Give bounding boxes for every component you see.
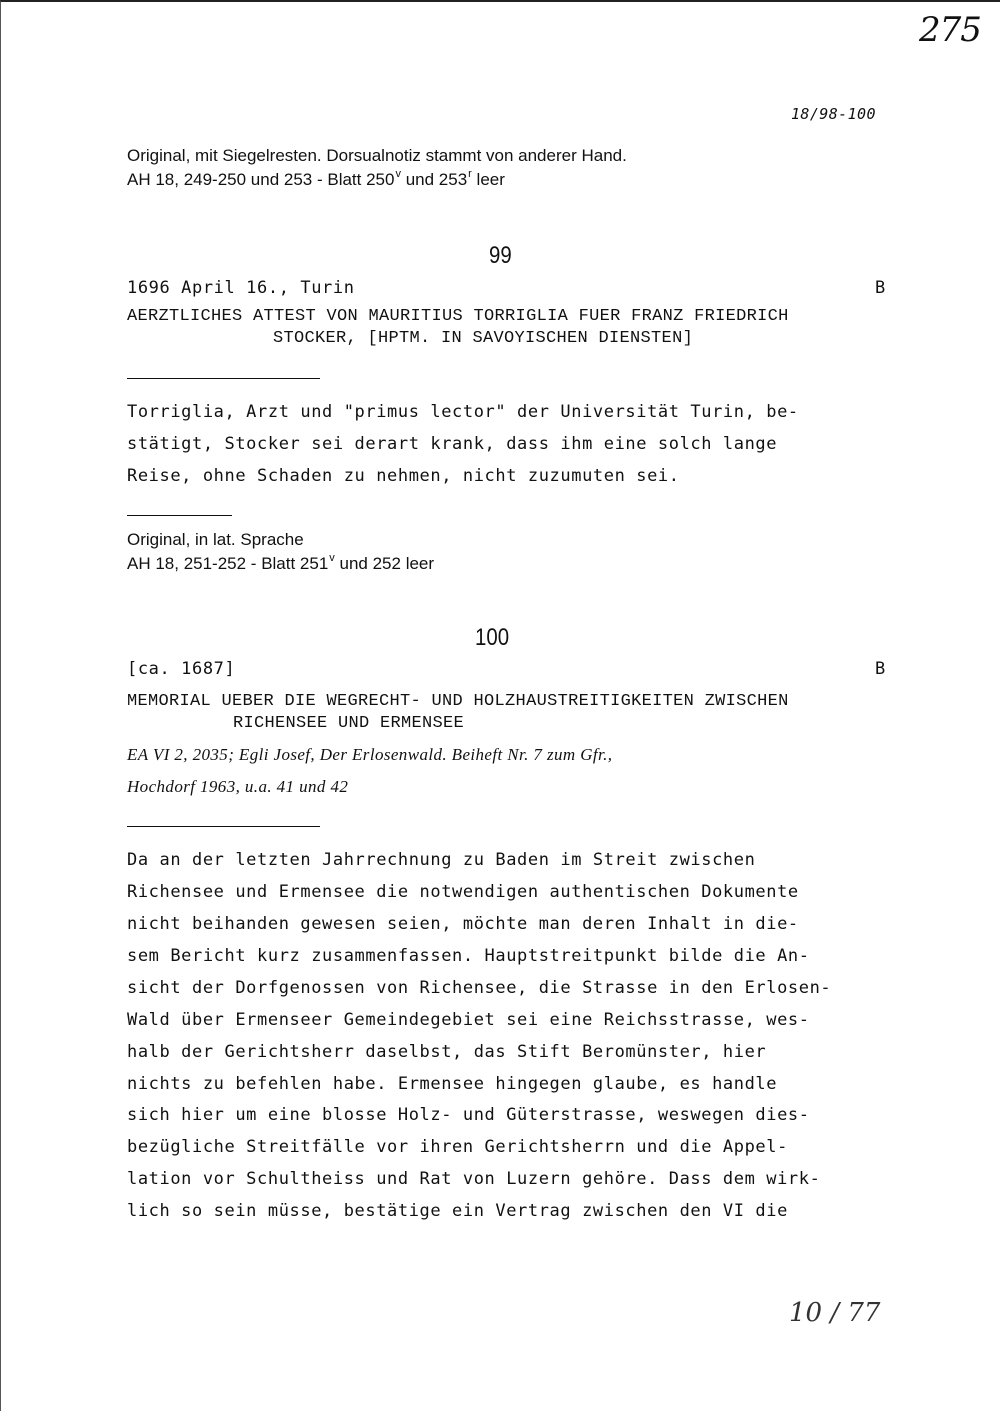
doc100-body-line-2: Richensee und Ermensee die notwendigen authentischen Dokumente — [127, 882, 799, 902]
prev-note-line2-text: AH 18, 249-250 und 253 - Blatt 250 — [127, 170, 395, 189]
doc99-divider — [127, 378, 320, 379]
doc100-title-line1: MEMORIAL UEBER DIE WEGRECHT- UND HOLZHAUSTREITIGKEITEN ZWISCHEN — [127, 692, 789, 711]
doc100-reference-line2: Hochdorf 1963, u.a. 41 und 42 — [127, 777, 349, 796]
doc100-title-line2: RICHENSEE UND ERMENSEE — [233, 714, 465, 733]
doc100-body-line-12: lich so sein müsse, bestätige ein Vertrag zwischen den VI die — [127, 1201, 788, 1221]
doc99-title-line2: STOCKER, [HPTM. IN SAVOYISCHEN DIENSTEN] — [273, 329, 694, 348]
prev-note-line2 — [127, 168, 505, 190]
doc100-body-line-10: bezügliche Streitfälle vor ihren Gerichtsherrn und die Appel- — [127, 1137, 788, 1157]
doc100-body-line-1: Da an der letzten Jahrrechnung zu Baden im Streit zwischen — [127, 850, 756, 870]
superscript-recto: r — [468, 168, 472, 180]
doc99-body-line-3: Reise, ohne Schaden zu nehmen, nicht zuzumuten sei. — [127, 466, 680, 486]
doc100-body-line-3: nicht beihanden gewesen seien, möchte man deren Inhalt in die- — [127, 914, 799, 934]
doc100-number: 100 — [475, 624, 510, 651]
doc100-body-line-8: nichts zu befehlen habe. Ermensee hingegen glaube, es handle — [127, 1074, 778, 1094]
superscript-verso: v — [395, 168, 401, 180]
handwritten-archive-number: 10 / 77 — [789, 1298, 881, 1328]
doc99-title-line1: AERZTLICHES ATTEST VON MAURITIUS TORRIGLIA FUER FRANZ FRIEDRICH — [127, 307, 789, 326]
doc99-note-divider — [127, 515, 232, 516]
doc99-body-line-2: stätigt, Stocker sei derart krank, dass ihm eine solch lange — [127, 434, 778, 454]
superscript-verso: v — [329, 552, 335, 564]
handwritten-page-number: 275 — [919, 10, 981, 50]
doc100-body-line-9: sich hier um eine blosse Holz- und Güterstrasse, weswegen dies- — [127, 1105, 810, 1125]
doc100-body-line-4: sem Bericht kurz zusammenfassen. Hauptstreitpunkt bilde die An- — [127, 946, 810, 966]
document-range-ref: 18/98-100 — [791, 105, 876, 123]
prev-note-line2-mid: und 253 — [400, 170, 468, 189]
doc99-body-line-1: Torriglia, Arzt und "primus lector" der Universität Turin, be- — [127, 402, 799, 422]
doc99-note-line1: Original, in lat. Sprache — [127, 530, 304, 549]
doc100-body-line-5: sicht der Dorfgenossen von Richensee, die Strasse in den Erlosen- — [127, 978, 832, 998]
doc100-body-line-11: lation vor Schultheiss und Rat von Luzern gehöre. Dass dem wirk- — [127, 1169, 821, 1189]
doc100-type: B — [875, 659, 886, 679]
doc100-date: [ca. 1687] — [127, 659, 236, 679]
doc99-note-line2-end: und 252 leer — [334, 554, 435, 573]
doc99-note-line2-text: AH 18, 251-252 - Blatt 251 — [127, 554, 329, 573]
doc100-reference-line1: EA VI 2, 2035; Egli Josef, Der Erlosenwald. Beiheft Nr. 7 zum Gfr., — [127, 745, 613, 764]
doc99-number: 99 — [489, 242, 512, 269]
doc99-note-line2 — [127, 552, 434, 574]
doc99-date: 1696 April 16., Turin — [127, 278, 355, 298]
doc100-body-line-7: halb der Gerichtsherr daselbst, das Stift Beromünster, hier — [127, 1042, 767, 1062]
doc100-divider — [127, 826, 320, 827]
prev-note-line2-end: leer — [471, 170, 505, 189]
prev-note-line1: Original, mit Siegelresten. Dorsualnotiz stammt von anderer Hand. — [127, 146, 627, 165]
doc99-type: B — [875, 278, 886, 298]
doc100-body-line-6: Wald über Ermenseer Gemeindegebiet sei eine Reichsstrasse, wes- — [127, 1010, 810, 1030]
